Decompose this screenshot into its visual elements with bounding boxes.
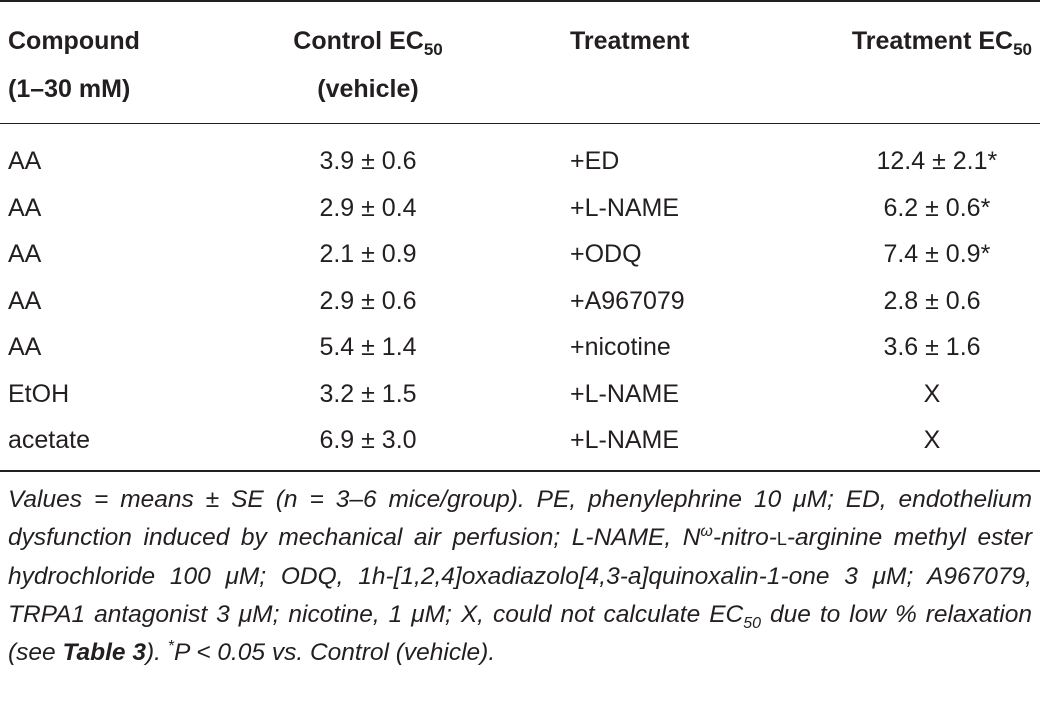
table-reference-link[interactable]: Table 3	[62, 639, 146, 666]
table-row	[0, 324, 1040, 371]
table-row	[0, 231, 1040, 278]
cell-treatment: +L-NAME	[570, 379, 680, 408]
cell-control-ec50: 5.4 ± 1.4	[319, 333, 417, 361]
table-row	[0, 417, 1040, 464]
cell-treatment-ec50: 12.4 ± 2.1 *	[832, 138, 1032, 184]
cell-control-ec50: 2.1 ± 0.9	[319, 240, 417, 268]
cell-treatment-ec50: X	[923, 379, 941, 408]
table-footnote: Values = means ± SE (n = 3–6 mice/group). PE, phenylephrine 10 μM; ED, endothelium dysfunction induced by mechanical air perfusion; L-NAME, $N^\omega-nitro-L$-arginine methyl ester hydrochloride 100 μM; ODQ, 1h-[1,2,4]oxadiazolo[4,3-a]quinoxalin-1-one 3 μM; A967079, TRPA1 antagonist 3 μM; nicotine, 1 μM; X, could not calculate $EC_{50}$ due to low % relaxation (see Table 3). *P < 0.05 vs. Control (vehicle).	[8, 486, 1032, 666]
cell-compound: AA	[8, 286, 42, 315]
header-treatment: Treatment	[570, 27, 690, 55]
table-row	[0, 371, 1040, 418]
header-control-ec50: Control $EC_{50}$ (vehicle)	[293, 27, 443, 103]
cell-control-ec50: 2.9 ± 0.4	[319, 193, 417, 222]
cell-compound: AA	[8, 147, 42, 175]
top-rule	[0, 0, 1040, 2]
significance-mark: *	[980, 240, 991, 268]
cell-compound: acetate	[8, 426, 91, 454]
cell-treatment-ec50: 7.4 ± 0.9 *	[832, 231, 1032, 277]
bottom-rule	[0, 470, 1040, 472]
cell-treatment: +nicotine	[570, 333, 671, 361]
table-row	[0, 185, 1040, 232]
cell-treatment-ec50: 2.8 ± 0.6	[883, 286, 981, 315]
significance-mark: *	[987, 147, 998, 175]
cell-compound: AA	[8, 333, 42, 361]
cell-treatment-ec50: 6.2 ± 0.6 *	[832, 185, 1032, 231]
cell-control-ec50: 2.9 ± 0.6	[319, 286, 417, 315]
table-row	[0, 138, 1040, 185]
cell-treatment: +L-NAME	[570, 193, 680, 222]
cell-treatment: +ED	[570, 147, 620, 175]
table-row	[0, 278, 1040, 325]
cell-treatment-ec50: 3.6 ± 1.6	[883, 333, 981, 361]
cell-control-ec50: 3.9 ± 0.6	[319, 147, 417, 175]
cell-compound: EtOH	[8, 379, 70, 408]
header-treatment-ec50: Treatment $EC_{50}$	[851, 27, 1032, 59]
cell-control-ec50: 3.2 ± 1.5	[319, 379, 417, 408]
cell-treatment: +L-NAME	[570, 426, 680, 454]
header-compound: Compound (1–30 mM)	[8, 27, 140, 103]
significance-mark: *	[980, 193, 991, 222]
cell-treatment-ec50: X	[923, 426, 941, 454]
cell-compound: AA	[8, 193, 42, 222]
header-rule	[0, 123, 1040, 124]
cell-control-ec50: 6.9 ± 3.0	[319, 426, 417, 454]
cell-treatment: +ODQ	[570, 240, 642, 268]
cell-treatment: +A967079	[570, 286, 685, 315]
cell-compound: AA	[8, 240, 42, 268]
